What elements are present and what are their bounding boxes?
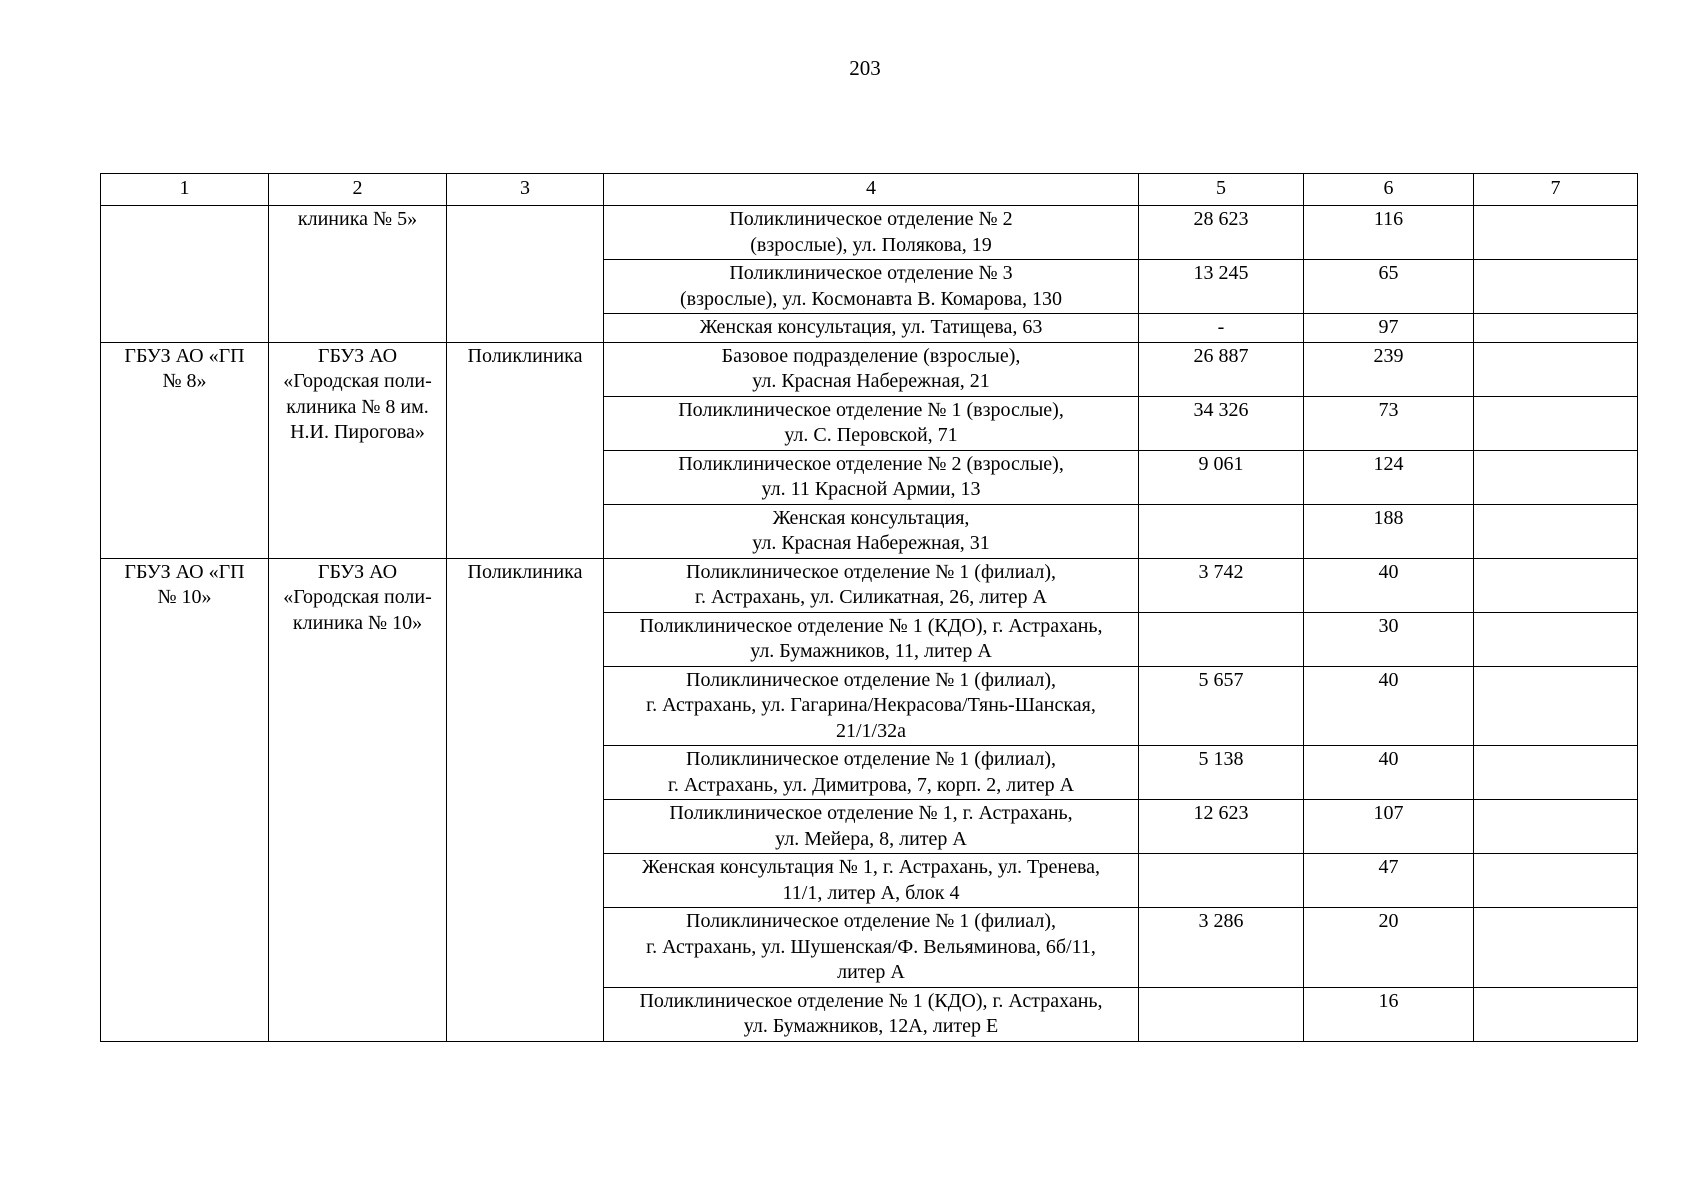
column-6-value-cell: 188 (1304, 504, 1474, 558)
column-6-value-cell: 97 (1304, 314, 1474, 343)
organization-full-name-cell: ГБУЗ АО «Городская поли- клиника № 10» (269, 558, 447, 1041)
column-5-value-cell (1139, 612, 1304, 666)
address-cell: Поликлиническое отделение № 1 (КДО), г. Астрахань, ул. Бумажников, 11, литер А (604, 612, 1139, 666)
address-cell: Женская консультация № 1, г. Астрахань, ул. Тренева, 11/1, литер А, блок 4 (604, 854, 1139, 908)
column-5-value-cell (1139, 987, 1304, 1041)
facility-type-cell (447, 206, 604, 343)
address-cell: Поликлиническое отделение № 1 (филиал), г. Астрахань, ул. Силикатная, 26, литер А (604, 558, 1139, 612)
column-6-value-cell: 40 (1304, 746, 1474, 800)
column-header: 4 (604, 174, 1139, 206)
column-7-value-cell (1474, 342, 1638, 396)
table-row (101, 558, 1638, 612)
address-cell: Поликлиническое отделение № 1 (филиал), г. Астрахань, ул. Димитрова, 7, корп. 2, литер А (604, 746, 1139, 800)
address-cell: Женская консультация, ул. Красная Набережная, 31 (604, 504, 1139, 558)
address-cell: Поликлиническое отделение № 1 (взрослые), ул. С. Перовской, 71 (604, 396, 1139, 450)
organization-full-name-cell: ГБУЗ АО «Городская поли- клиника № 8 им. Н.И. Пирогова» (269, 342, 447, 558)
column-5-value-cell (1139, 504, 1304, 558)
table-row (101, 206, 1638, 260)
column-6-value-cell: 30 (1304, 612, 1474, 666)
column-7-value-cell (1474, 612, 1638, 666)
address-cell: Женская консультация, ул. Татищева, 63 (604, 314, 1139, 343)
column-5-value-cell: 5 657 (1139, 666, 1304, 746)
column-6-value-cell: 65 (1304, 260, 1474, 314)
column-5-value-cell: 5 138 (1139, 746, 1304, 800)
column-7-value-cell (1474, 504, 1638, 558)
address-cell: Поликлиническое отделение № 1, г. Астрахань, ул. Мейера, 8, литер А (604, 800, 1139, 854)
column-5-value-cell (1139, 854, 1304, 908)
address-cell: Базовое подразделение (взрослые), ул. Красная Набережная, 21 (604, 342, 1139, 396)
column-5-value-cell: - (1139, 314, 1304, 343)
column-7-value-cell (1474, 206, 1638, 260)
column-header: 7 (1474, 174, 1638, 206)
column-5-value-cell: 3 286 (1139, 908, 1304, 988)
column-5-value-cell: 34 326 (1139, 396, 1304, 450)
column-7-value-cell (1474, 666, 1638, 746)
column-header: 6 (1304, 174, 1474, 206)
column-5-value-cell: 12 623 (1139, 800, 1304, 854)
column-6-value-cell: 73 (1304, 396, 1474, 450)
column-5-value-cell: 26 887 (1139, 342, 1304, 396)
facility-type-cell: Поликлиника (447, 558, 604, 1041)
column-7-value-cell (1474, 314, 1638, 343)
column-5-value-cell: 28 623 (1139, 206, 1304, 260)
organization-short-name-cell (101, 206, 269, 343)
table-row (101, 342, 1638, 396)
facilities-table (100, 173, 1638, 1042)
column-5-value-cell: 13 245 (1139, 260, 1304, 314)
address-cell: Поликлиническое отделение № 3 (взрослые), ул. Космонавта В. Комарова, 130 (604, 260, 1139, 314)
address-cell: Поликлиническое отделение № 1 (филиал), г. Астрахань, ул. Шушенская/Ф. Вельяминова, 6б/11, литер А (604, 908, 1139, 988)
column-6-value-cell: 47 (1304, 854, 1474, 908)
page-number: 203 (849, 56, 881, 80)
organization-short-name-cell: ГБУЗ АО «ГП № 10» (101, 558, 269, 1041)
column-6-value-cell: 107 (1304, 800, 1474, 854)
address-cell: Поликлиническое отделение № 2 (взрослые), ул. 11 Красной Армии, 13 (604, 450, 1139, 504)
column-header: 3 (447, 174, 604, 206)
address-cell: Поликлиническое отделение № 2 (взрослые), ул. Полякова, 19 (604, 206, 1139, 260)
column-header-row (101, 174, 1638, 206)
column-7-value-cell (1474, 746, 1638, 800)
column-5-value-cell: 3 742 (1139, 558, 1304, 612)
column-7-value-cell (1474, 450, 1638, 504)
column-6-value-cell: 116 (1304, 206, 1474, 260)
column-7-value-cell (1474, 987, 1638, 1041)
column-6-value-cell: 16 (1304, 987, 1474, 1041)
column-6-value-cell: 40 (1304, 666, 1474, 746)
column-7-value-cell (1474, 908, 1638, 988)
column-6-value-cell: 40 (1304, 558, 1474, 612)
column-6-value-cell: 239 (1304, 342, 1474, 396)
column-6-value-cell: 124 (1304, 450, 1474, 504)
address-cell: Поликлиническое отделение № 1 (КДО), г. Астрахань, ул. Бумажников, 12А, литер Е (604, 987, 1139, 1041)
column-6-value-cell: 20 (1304, 908, 1474, 988)
address-cell: Поликлиническое отделение № 1 (филиал), г. Астрахань, ул. Гагарина/Некрасова/Тянь-Шанская, 21/1/32а (604, 666, 1139, 746)
column-header: 1 (101, 174, 269, 206)
column-header: 5 (1139, 174, 1304, 206)
column-7-value-cell (1474, 260, 1638, 314)
facility-type-cell: Поликлиника (447, 342, 604, 558)
column-7-value-cell (1474, 558, 1638, 612)
column-7-value-cell (1474, 396, 1638, 450)
column-7-value-cell (1474, 800, 1638, 854)
organization-short-name-cell: ГБУЗ АО «ГП № 8» (101, 342, 269, 558)
column-header: 2 (269, 174, 447, 206)
column-7-value-cell (1474, 854, 1638, 908)
column-5-value-cell: 9 061 (1139, 450, 1304, 504)
organization-full-name-cell: клиника № 5» (269, 206, 447, 343)
